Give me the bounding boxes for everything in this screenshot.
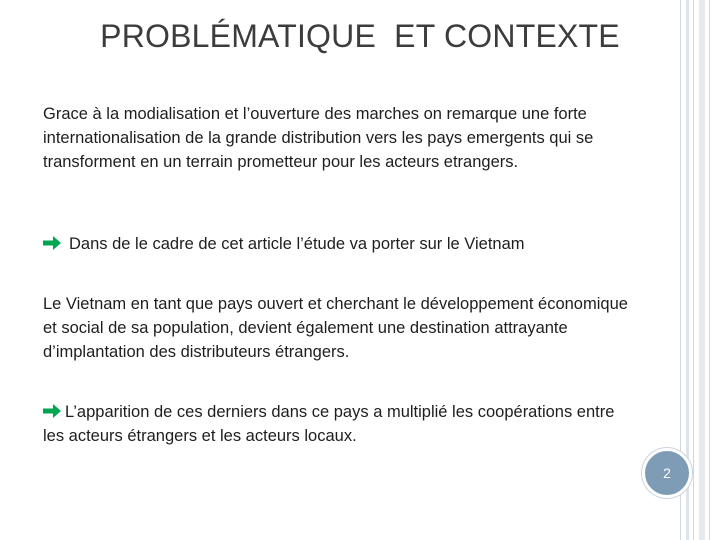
bullet-item — [43, 400, 633, 448]
bullet-text: Dans de le cadre de cet article l’étude va porter sur le Vietnam — [69, 235, 525, 253]
slide-title: PROBLÉMATIQUE ET CONTEXTE — [100, 18, 620, 54]
decorative-rule — [693, 0, 694, 540]
arrow-right-icon — [43, 236, 61, 250]
bullet-text: L’apparition de ces derniers dans ce pays a multiplié les coopérations entre les acteurs étrangers et les acteurs locaux. — [43, 403, 615, 445]
bullet-item — [43, 232, 633, 256]
page-number-badge — [642, 448, 692, 498]
page-number: 2 — [663, 465, 671, 481]
decorative-rule — [699, 0, 705, 540]
arrow-right-icon — [43, 404, 61, 418]
paragraph-vietnam: Le Vietnam en tant que pays ouvert et cherchant le développement économique et social de sa population, devient également une destination attrayante d’implantation des distributeurs étrangers. — [43, 295, 628, 361]
paragraph-intro: Grace à la modialisation et l’ouverture des marches on remarque une forte internationalisation de la grande distribution vers les pays emergents qui se transforment en un terrain prometteur pour les acteurs etrangers. — [43, 105, 594, 171]
decorative-rule — [709, 0, 710, 540]
